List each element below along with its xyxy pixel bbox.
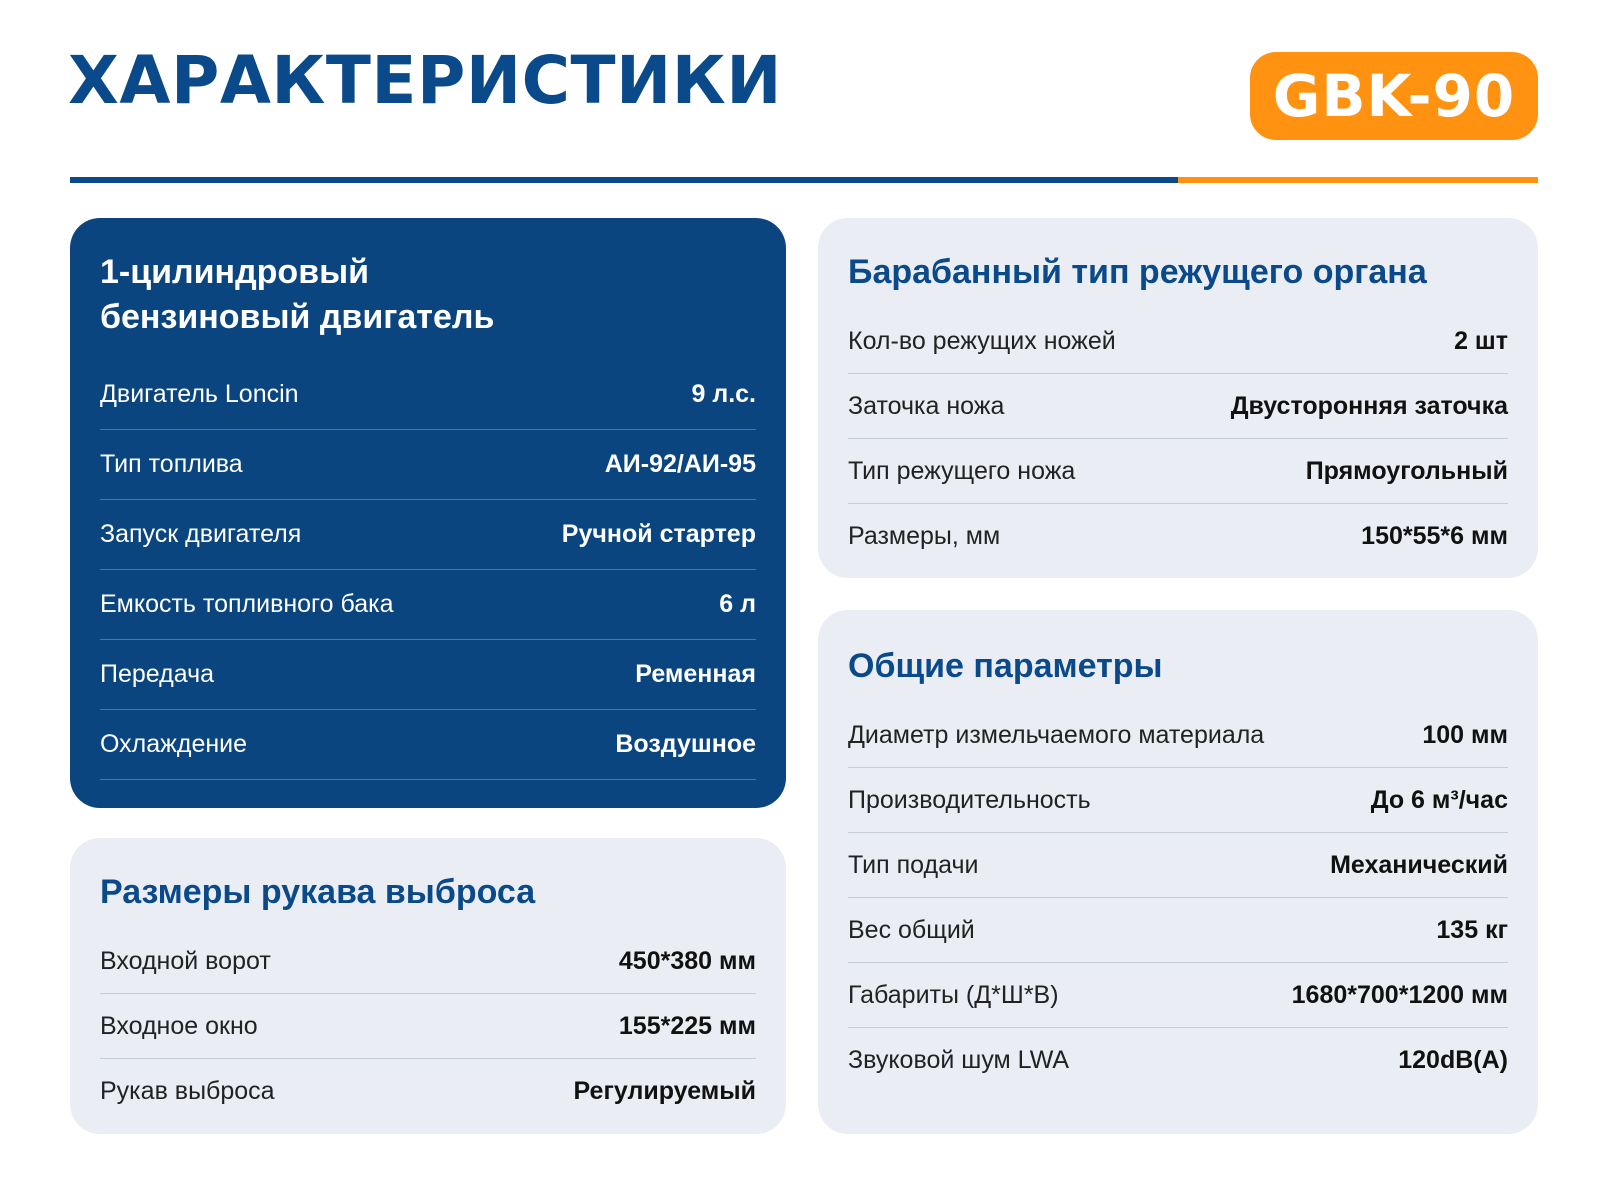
engine-card-title xyxy=(100,250,756,340)
spec-row-inlet-window xyxy=(100,994,756,1059)
spec-row-knife-count xyxy=(848,309,1508,374)
cutting-spec-list xyxy=(848,309,1508,569)
spec-label: Заточка ножа xyxy=(848,391,1005,420)
spec-row-sharpening xyxy=(848,374,1508,439)
spec-value: 2 шт xyxy=(1454,326,1508,355)
spec-value: Ручной стартер xyxy=(561,520,756,548)
spec-label: Кол-во режущих ножей xyxy=(848,326,1116,355)
spec-label: Емкость топливного бака xyxy=(100,590,394,618)
spec-row-inlet-gate xyxy=(100,929,756,994)
spec-value: 9 л.с. xyxy=(691,380,756,408)
spec-label: Тип режущего ножа xyxy=(848,456,1076,485)
spec-value: 450*380 мм xyxy=(618,946,756,975)
spec-value: Ременная xyxy=(635,660,756,688)
spec-label: Тип топлива xyxy=(100,450,243,478)
spec-label: Входное окно xyxy=(100,1011,258,1040)
spec-label: Входной ворот xyxy=(100,946,271,975)
page-title: ХАРАКТЕРИСТИКИ xyxy=(68,42,782,119)
spec-value: 6 л xyxy=(719,590,756,618)
chute-card-title: Размеры рукава выброса xyxy=(100,873,536,911)
spec-label: Охлаждение xyxy=(100,730,248,758)
spec-value: 1680*700*1200 мм xyxy=(1291,980,1508,1009)
spec-value: Механический xyxy=(1330,850,1508,879)
chute-card xyxy=(70,838,786,1134)
general-spec-list xyxy=(848,703,1508,1093)
cutting-card-title: Барабанный тип режущего органа xyxy=(848,253,1427,291)
spec-row-cooling xyxy=(100,710,756,780)
spec-value: 100 мм xyxy=(1422,720,1508,749)
spec-label: Запуск двигателя xyxy=(100,520,302,548)
spec-value: 155*225 мм xyxy=(618,1011,756,1040)
spec-value: Воздушное xyxy=(615,730,756,758)
spec-row-weight xyxy=(848,898,1508,963)
spec-row-start xyxy=(100,500,756,570)
spec-row-tank xyxy=(100,570,756,640)
spec-value: Регулируемый xyxy=(573,1077,756,1105)
spec-row-dimensions xyxy=(848,963,1508,1028)
spec-value: 150*55*6 мм xyxy=(1361,522,1508,550)
divider-orange xyxy=(1178,177,1538,183)
engine-spec-list xyxy=(100,360,756,780)
spec-label: Размеры, мм xyxy=(848,522,1001,550)
spec-value: АИ-92/АИ-95 xyxy=(604,450,756,478)
general-card-title: Общие параметры xyxy=(848,647,1163,685)
general-card xyxy=(818,610,1538,1134)
spec-label: Звуковой шум LWA xyxy=(848,1046,1070,1074)
spec-label: Диаметр измельчаемого материала xyxy=(848,720,1265,749)
chute-spec-list xyxy=(100,929,756,1124)
spec-label: Производительность xyxy=(848,785,1091,814)
spec-row-fuel-type xyxy=(100,430,756,500)
spec-row-knife-size xyxy=(848,504,1508,569)
model-badge: GBK-90 xyxy=(1250,52,1538,140)
spec-label: Рукав выброса xyxy=(100,1077,275,1105)
spec-label: Тип подачи xyxy=(848,850,979,879)
spec-row-noise xyxy=(848,1028,1508,1093)
spec-label: Вес общий xyxy=(848,915,975,944)
spec-label: Двигатель Loncin xyxy=(100,380,299,408)
spec-value: Прямоугольный xyxy=(1305,456,1508,485)
spec-row-capacity xyxy=(848,768,1508,833)
spec-label: Передача xyxy=(100,660,215,688)
spec-row-discharge-chute xyxy=(100,1059,756,1124)
engine-title-line2: бензиновый двигатель xyxy=(100,298,495,336)
spec-row-diameter xyxy=(848,703,1508,768)
spec-row-feed-type xyxy=(848,833,1508,898)
divider-blue xyxy=(70,177,1178,183)
spec-row-engine xyxy=(100,360,756,430)
spec-value: 120dB(A) xyxy=(1398,1046,1508,1074)
spec-row-transmission xyxy=(100,640,756,710)
engine-title-line1: 1-цилиндровый xyxy=(100,253,370,291)
spec-row-knife-type xyxy=(848,439,1508,504)
engine-card xyxy=(70,218,786,808)
spec-value: До 6 м³/час xyxy=(1370,785,1508,814)
spec-label: Габариты (Д*Ш*В) xyxy=(848,980,1059,1009)
spec-value: Двусторонняя заточка xyxy=(1230,391,1508,420)
cutting-card xyxy=(818,218,1538,578)
spec-value: 135 кг xyxy=(1436,915,1508,944)
